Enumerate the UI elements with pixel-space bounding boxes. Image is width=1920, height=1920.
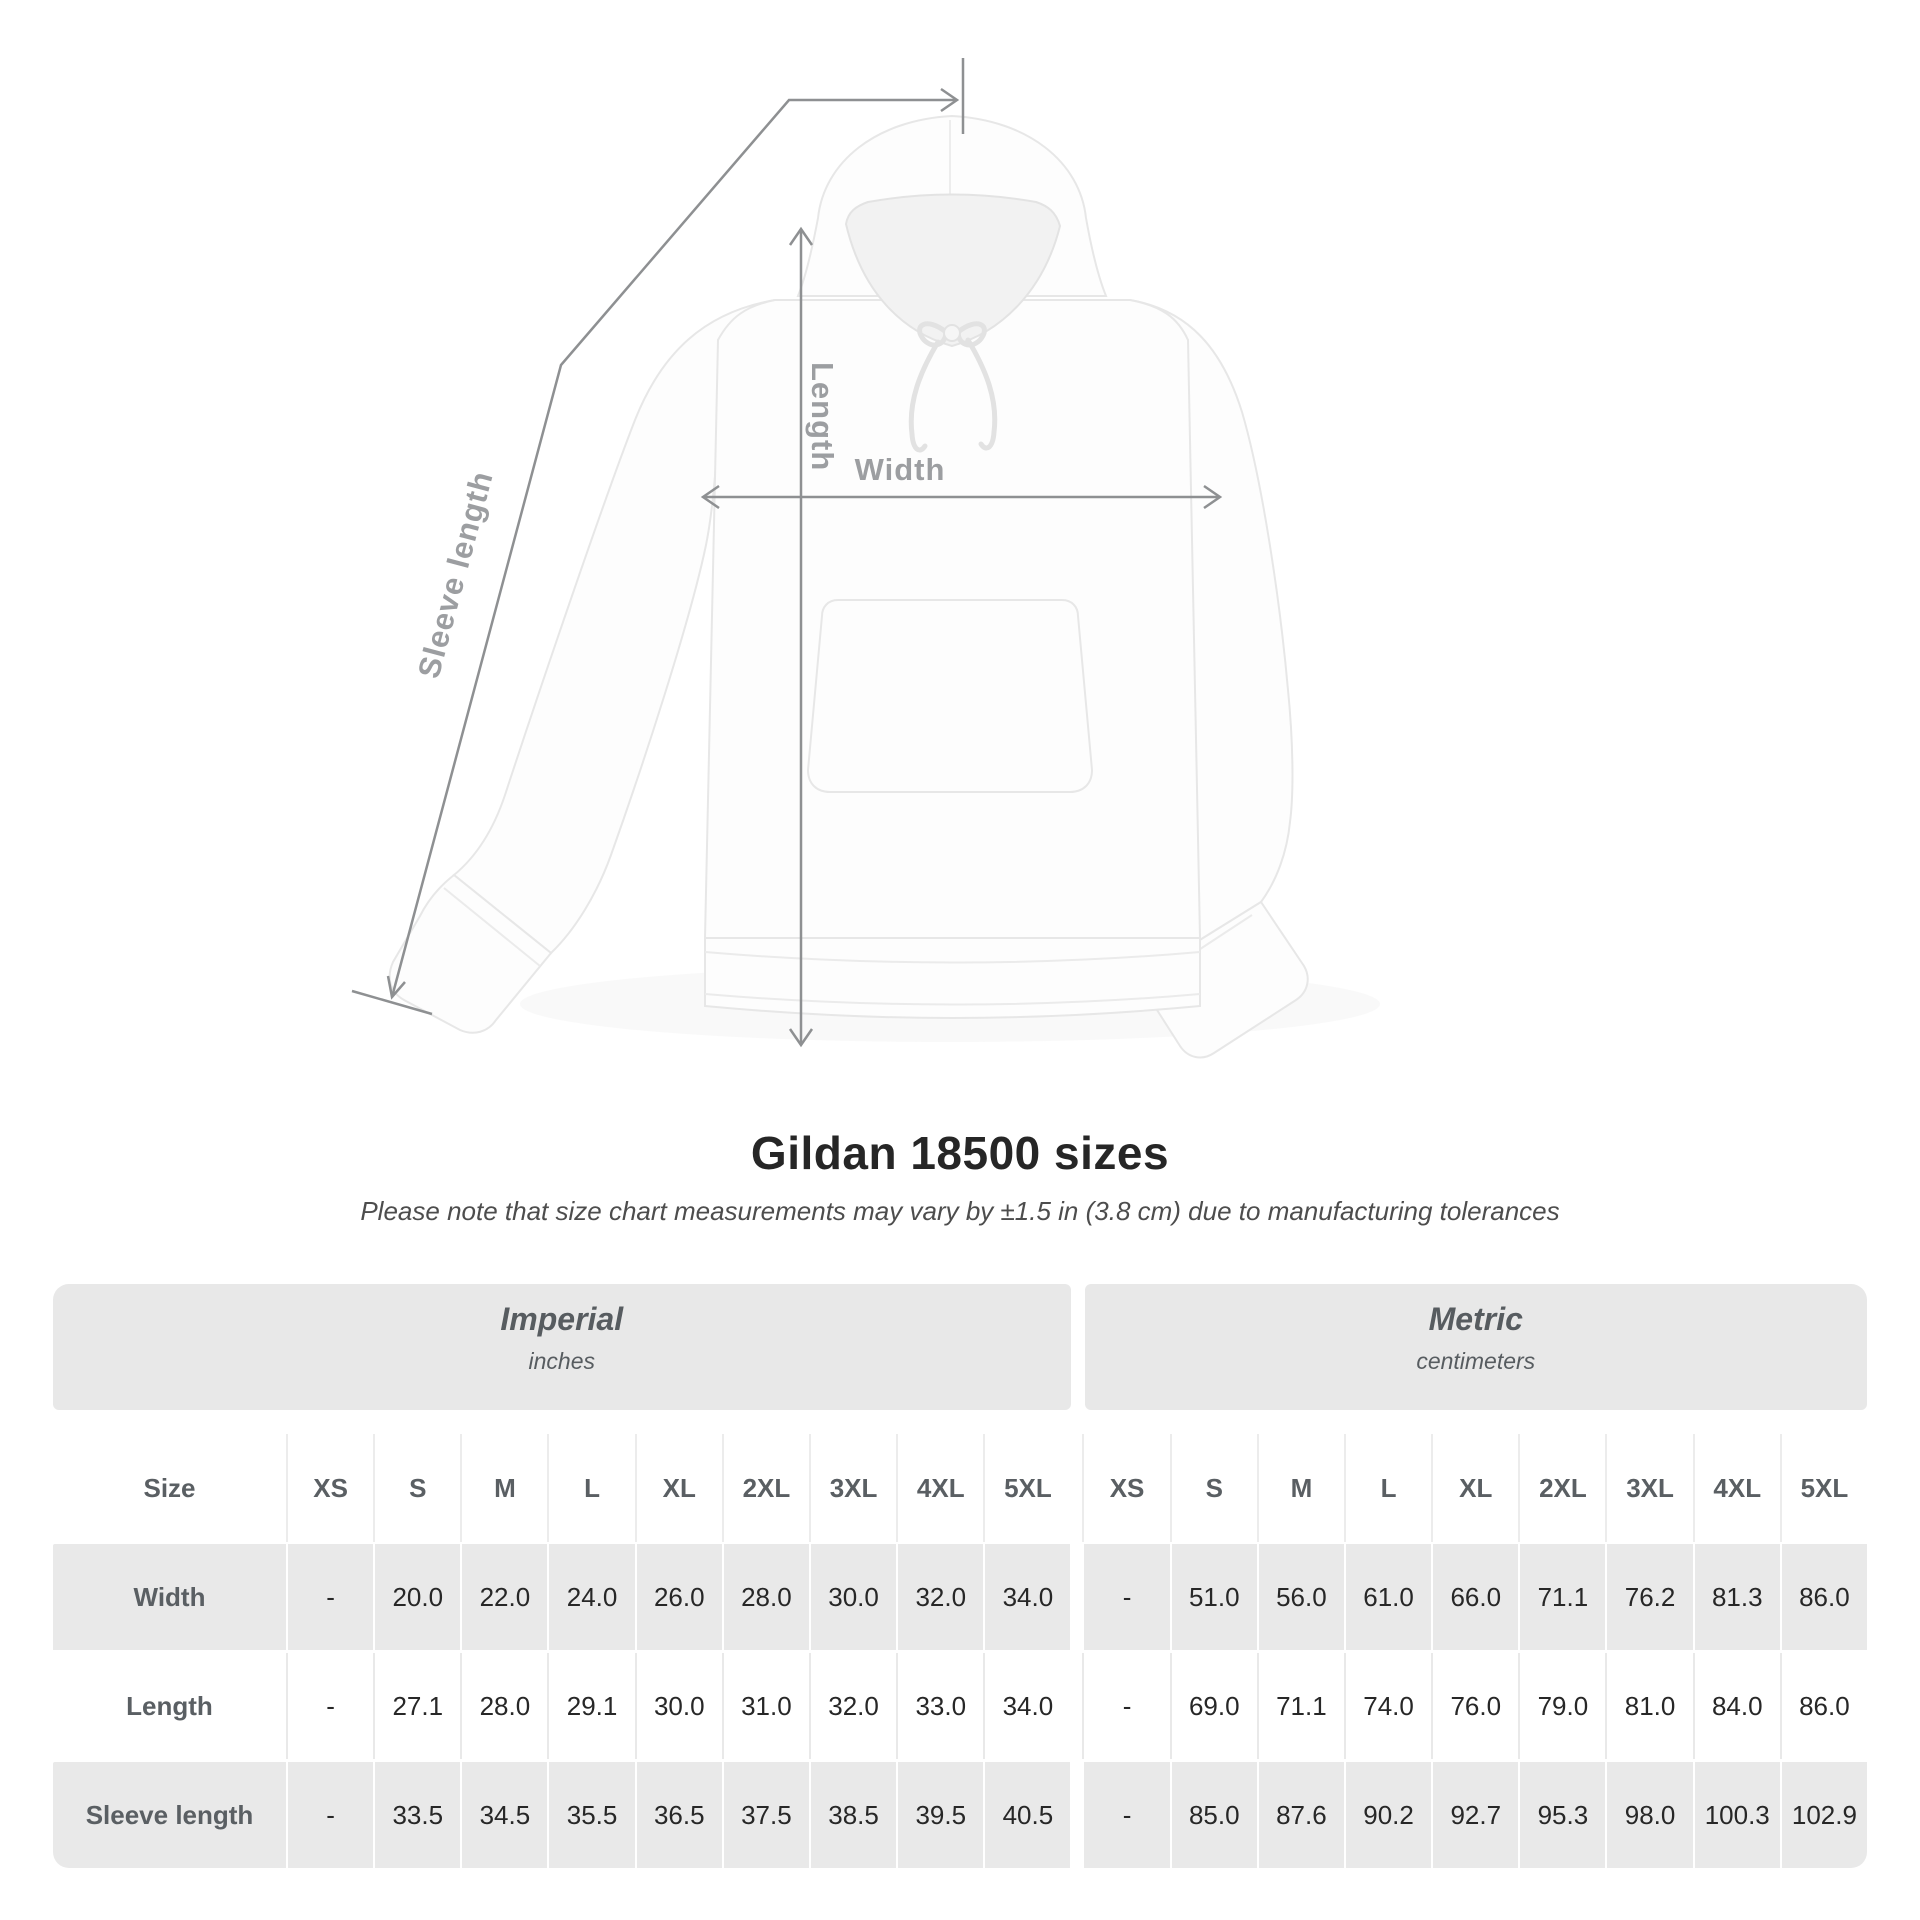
- kangaroo-pocket: [808, 600, 1092, 792]
- size-header-imperial-l: L: [549, 1434, 634, 1542]
- size-header-metric-3xl: 3XL: [1607, 1434, 1692, 1542]
- row-label-width: Width: [53, 1544, 286, 1650]
- sleeve-metric-4xl: 100.3: [1695, 1762, 1780, 1868]
- length-imperial-l: 29.1: [549, 1653, 634, 1759]
- width-imperial-s: 20.0: [375, 1544, 460, 1650]
- row-label-sleeve-length: Sleeve length: [53, 1762, 286, 1868]
- sleeve-imperial-5xl: 40.5: [985, 1762, 1070, 1868]
- length-metric-xl: 76.0: [1433, 1653, 1518, 1759]
- size-header-metric-4xl: 4XL: [1695, 1434, 1780, 1542]
- size-header-metric-s: S: [1172, 1434, 1257, 1542]
- width-imperial-xl: 26.0: [637, 1544, 722, 1650]
- sleeve-imperial-xl: 36.5: [637, 1762, 722, 1868]
- sleeve-metric-xs: -: [1084, 1762, 1169, 1868]
- length-imperial-4xl: 33.0: [898, 1653, 983, 1759]
- size-header-metric-xs: XS: [1084, 1434, 1169, 1542]
- size-header-imperial-4xl: 4XL: [898, 1434, 983, 1542]
- unit-gap: [1072, 1544, 1082, 1650]
- width-metric-s: 51.0: [1172, 1544, 1257, 1650]
- size-header-imperial-3xl: 3XL: [811, 1434, 896, 1542]
- size-column-header: Size: [143, 1472, 196, 1503]
- length-metric-s: 69.0: [1172, 1653, 1257, 1759]
- size-header-imperial-2xl: 2XL: [724, 1434, 809, 1542]
- length-metric-m: 71.1: [1259, 1653, 1344, 1759]
- imperial-unit-header: [53, 1284, 1071, 1410]
- sleeve-metric-s: 85.0: [1172, 1762, 1257, 1868]
- sleeve-metric-2xl: 95.3: [1520, 1762, 1605, 1868]
- sleeve-imperial-4xl: 39.5: [898, 1762, 983, 1868]
- length-imperial-5xl: 34.0: [985, 1653, 1070, 1759]
- size-header-row: [53, 1434, 1867, 1542]
- unit-gap: [1072, 1762, 1082, 1868]
- size-header-imperial-m: M: [462, 1434, 547, 1542]
- length-imperial-s: 27.1: [375, 1653, 460, 1759]
- sleeve-metric-3xl: 98.0: [1607, 1762, 1692, 1868]
- size-header-metric-5xl: 5XL: [1782, 1434, 1867, 1542]
- size-header-imperial-xs: XS: [288, 1434, 373, 1542]
- sleeve-metric-m: 87.6: [1259, 1762, 1344, 1868]
- sleeve-metric-xl: 92.7: [1433, 1762, 1518, 1868]
- width-metric-4xl: 81.3: [1695, 1544, 1780, 1650]
- width-imperial-xs: -: [288, 1544, 373, 1650]
- width-row: [53, 1544, 1867, 1650]
- sleeve-metric-5xl: 102.9: [1782, 1762, 1867, 1868]
- row-label-length: Length: [126, 1690, 213, 1721]
- length-imperial-3xl: 32.0: [811, 1653, 896, 1759]
- sleeve-imperial-3xl: 38.5: [811, 1762, 896, 1868]
- width-metric-xl: 66.0: [1433, 1544, 1518, 1650]
- width-imperial-4xl: 32.0: [898, 1544, 983, 1650]
- length-metric-3xl: 81.0: [1607, 1653, 1692, 1759]
- width-metric-3xl: 76.2: [1607, 1544, 1692, 1650]
- metric-subtitle: centimeters: [1416, 1348, 1536, 1374]
- length-imperial-xs: -: [288, 1653, 373, 1759]
- sleeve-imperial-xs: -: [288, 1762, 373, 1868]
- size-header-metric-l: L: [1346, 1434, 1431, 1542]
- length-metric-2xl: 79.0: [1520, 1653, 1605, 1759]
- sleeve-length-row: [53, 1762, 1867, 1868]
- imperial-title: Imperial: [500, 1301, 624, 1337]
- sleeve-imperial-2xl: 37.5: [724, 1762, 809, 1868]
- sleeve-imperial-s: 33.5: [375, 1762, 460, 1868]
- length-label: Length: [805, 362, 840, 472]
- size-chart-table: [53, 1284, 1867, 1871]
- width-imperial-5xl: 34.0: [985, 1544, 1070, 1650]
- size-header-imperial-xl: XL: [637, 1434, 722, 1542]
- tolerance-note: Please note that size chart measurements may vary by ±1.5 in (3.8 cm) due to manufacturing tolerances: [360, 1196, 1560, 1226]
- size-header-imperial-s: S: [375, 1434, 460, 1542]
- unit-gap: [1072, 1434, 1082, 1542]
- width-imperial-m: 22.0: [462, 1544, 547, 1650]
- sleeve-imperial-m: 34.5: [462, 1762, 547, 1868]
- page-title: Gildan 18500 sizes: [750, 1127, 1170, 1179]
- size-header-metric-2xl: 2XL: [1520, 1434, 1605, 1542]
- size-header-metric-m: M: [1259, 1434, 1344, 1542]
- sleeve-imperial-l: 35.5: [549, 1762, 634, 1868]
- unit-gap: [1072, 1653, 1082, 1759]
- hem-band: [705, 938, 1200, 1018]
- width-imperial-l: 24.0: [549, 1544, 634, 1650]
- size-header-metric-xl: XL: [1433, 1434, 1518, 1542]
- width-metric-m: 56.0: [1259, 1544, 1344, 1650]
- sleeve-length-label: Sleeve length: [410, 467, 500, 682]
- size-header-imperial-5xl: 5XL: [985, 1434, 1070, 1542]
- title-block: [0, 1126, 1920, 1227]
- unit-band-row: [53, 1284, 1867, 1410]
- width-metric-2xl: 71.1: [1520, 1544, 1605, 1650]
- length-metric-4xl: 84.0: [1695, 1653, 1780, 1759]
- width-metric-l: 61.0: [1346, 1544, 1431, 1650]
- metric-unit-header: [1085, 1284, 1868, 1410]
- length-metric-l: 74.0: [1346, 1653, 1431, 1759]
- length-metric-xs: -: [1084, 1653, 1169, 1759]
- sleeve-metric-l: 90.2: [1346, 1762, 1431, 1868]
- length-imperial-xl: 30.0: [637, 1653, 722, 1759]
- drawstring-knot: [944, 325, 960, 341]
- length-metric-5xl: 86.0: [1782, 1653, 1867, 1759]
- length-row: [53, 1653, 1867, 1759]
- width-metric-5xl: 86.0: [1782, 1544, 1867, 1650]
- width-metric-xs: -: [1084, 1544, 1169, 1650]
- width-label: Width: [854, 452, 946, 487]
- width-imperial-3xl: 30.0: [811, 1544, 896, 1650]
- length-imperial-2xl: 31.0: [724, 1653, 809, 1759]
- width-imperial-2xl: 28.0: [724, 1544, 809, 1650]
- metric-title: Metric: [1428, 1301, 1523, 1337]
- hoodie-illustration: [390, 116, 1380, 1057]
- length-imperial-m: 28.0: [462, 1653, 547, 1759]
- imperial-subtitle: inches: [528, 1348, 595, 1374]
